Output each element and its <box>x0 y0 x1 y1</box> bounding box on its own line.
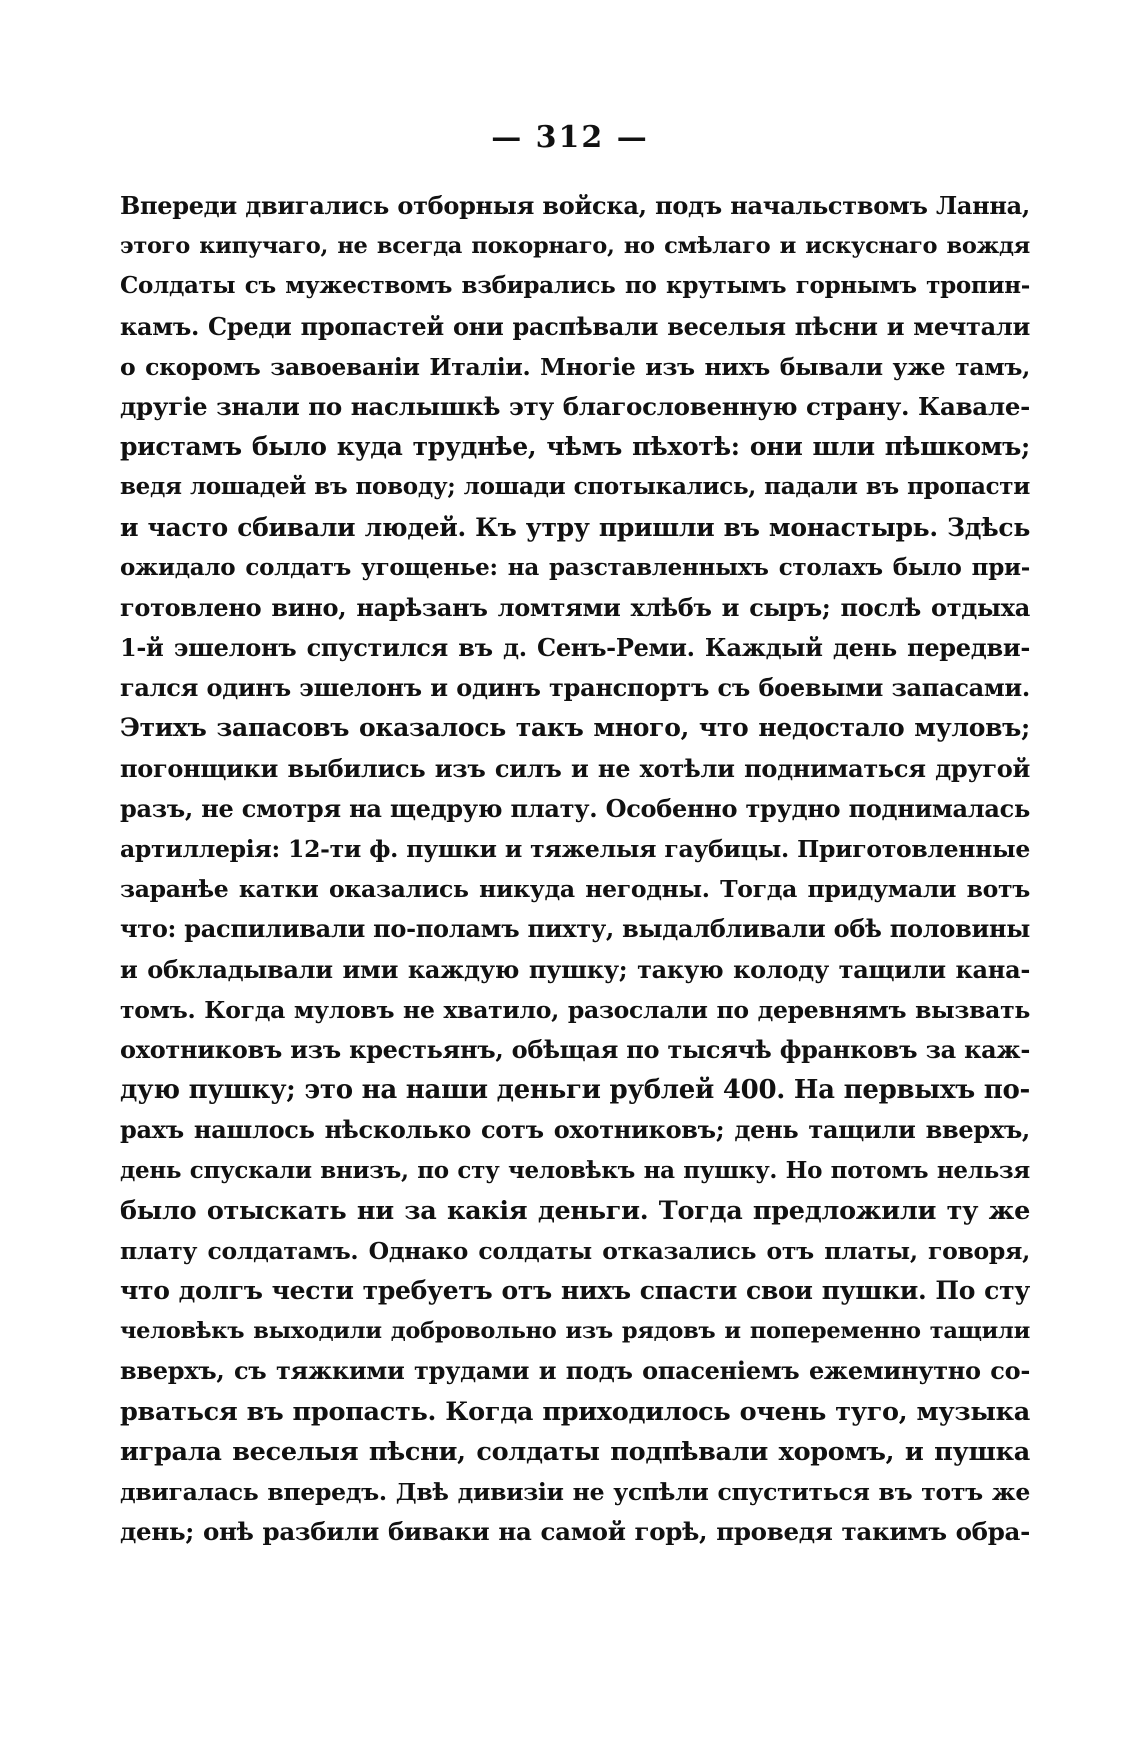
text-line: погонщики выбились изъ силъ и не хотѣли подниматься другой <box>120 753 1030 783</box>
text-line: камъ. Среди пропастей они распѣвали веселыя пѣсни и мечтали <box>120 311 1030 341</box>
text-line: двигалась впередъ. Двѣ дивизiи не успѣли спуститься въ тотъ же <box>120 1478 1030 1506</box>
text-line: этого кипучаго, не всегда покорнаго, но смѣлаго и искуснаго вождя <box>120 233 1030 260</box>
text-line: другiе знали по наслышкѣ эту благословенную страну. Кавале- <box>120 391 1030 421</box>
text-line: день спускали внизъ, по сту человѣкъ на пушку. Но потомъ нельзя <box>120 1156 1030 1184</box>
text-line: рваться въ пропасть. Когда приходилось очень туго, музыка <box>120 1396 1030 1427</box>
text-line: 1-й эшелонъ спустился въ д. Сенъ-Реми. Каждый день передви- <box>120 633 1030 663</box>
text-line: разъ, не смотря на щедрую плату. Особенно трудно поднималась <box>120 793 1030 823</box>
text-line: Впереди двигались отборныя войска, подъ начальствомъ Ланна, <box>120 191 1030 220</box>
text-line: томъ. Когда муловъ не хватило, разослали по деревнямъ вызвать <box>120 995 1030 1024</box>
text-line: дую пушку; это на наши деньги рублей 400. На первыхъ по- <box>120 1075 1030 1106</box>
text-line: рахъ нашлось нѣсколько сотъ охотниковъ; день тащили вверхъ, <box>120 1115 1030 1145</box>
text-line: охотниковъ изъ крестьянъ, обѣщая по тысячѣ франковъ за каж- <box>120 1034 1030 1064</box>
text-line: плату солдатамъ. Однако солдаты отказались отъ платы, говоря, <box>120 1236 1030 1265</box>
text-line: и обкладывали ими каждую пушку; такую колоду тащили кана- <box>120 954 1030 984</box>
text-line: что долгъ чести требуетъ отъ нихъ спасти свои пушки. По сту <box>120 1276 1030 1306</box>
text-line: заранѣе катки оказались никуда негодны. Тогда придумали вотъ <box>120 875 1030 904</box>
text-line: и часто сбивали людей. Къ утру пришли въ монастырь. Здѣсь <box>120 512 1030 542</box>
body-text <box>120 186 1030 1552</box>
text-line: ожидало солдатъ угощенье: на разставленныхъ столахъ было при- <box>120 553 1030 581</box>
text-line: день; онѣ разбили биваки на самой горѣ, проведя такимъ обра- <box>120 1517 1030 1547</box>
text-line: артиллерiя: 12-ти ф. пушки и тяжелыя гаубицы. Приготовленные <box>120 835 1030 863</box>
text-line: Этихъ запасовъ оказалось такъ много, что недостало муловъ; <box>120 713 1030 743</box>
text-line: было отыскать ни за какiя деньги. Тогда предложили ту же <box>120 1195 1030 1226</box>
text-line: вверхъ, съ тяжкими трудами и подъ опасенiемъ ежеминутно со- <box>120 1356 1030 1386</box>
text-line: о скоромъ завоеванiи Италiи. Многiе изъ нихъ бывали уже тамъ, <box>120 352 1030 381</box>
page-number: — 312 — <box>491 120 649 155</box>
text-line: человѣкъ выходили добровольно изъ рядовъ и попеременно тащили <box>120 1318 1030 1345</box>
text-line: гался одинъ эшелонъ и одинъ транспортъ съ боевыми запасами. <box>120 673 1030 703</box>
text-line: играла веселыя пѣсни, солдаты подпѣвали хоромъ, и пушка <box>120 1436 1030 1467</box>
text-line: что: распиливали по-поламъ пихту, выдалбливали обѣ половины <box>120 914 1030 944</box>
text-line: ристамъ было куда труднѣе, чѣмъ пѣхотѣ: они шли пѣшкомъ; <box>120 432 1030 462</box>
text-line: ведя лошадей въ поводу; лошади спотыкались, падали въ пропасти <box>120 473 1030 501</box>
text-line: готовлено вино, нарѣзанъ ломтями хлѣбъ и сыръ; послѣ отдыха <box>120 592 1030 622</box>
text-line: Солдаты съ мужествомъ взбирались по крутымъ горнымъ тропин- <box>120 272 1030 300</box>
